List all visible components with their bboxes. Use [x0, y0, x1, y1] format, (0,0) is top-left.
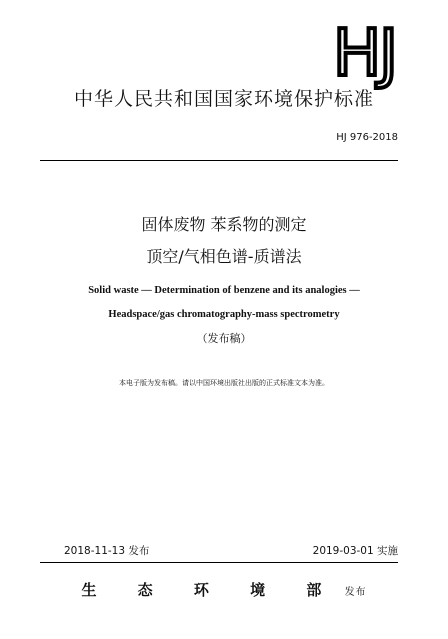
footer-divider [40, 562, 398, 563]
header-divider [40, 160, 398, 161]
issuer-name: 生 态 环 境 部 [81, 581, 340, 599]
hj-logo: HJ [333, 17, 396, 91]
issuer-suffix: 发布 [344, 587, 367, 598]
title-en-line1: Solid waste — Determination of benzene and its analogies — [88, 285, 360, 296]
title-en-line2: Headspace/gas chromatography-mass spectrometry [108, 309, 340, 320]
title-cn-line2: 顶空/气相色谱-质谱法 [146, 247, 302, 266]
effective-date: 2019-03-01 实施 [312, 545, 398, 557]
publish-date: 2018-11-13 发布 [64, 545, 150, 557]
standard-body-title: 中华人民共和国国家环境保护标准 [73, 88, 374, 110]
edition-notice: 本电子版为发布稿。请以中国环境出版社出版的正式标准文本为准。 [119, 379, 329, 387]
standard-code: HJ 976-2018 [336, 132, 398, 143]
title-cn-line1: 固体废物 苯系物的测定 [141, 215, 307, 234]
draft-status: （发布稿） [196, 332, 252, 345]
issuer [0, 580, 448, 603]
